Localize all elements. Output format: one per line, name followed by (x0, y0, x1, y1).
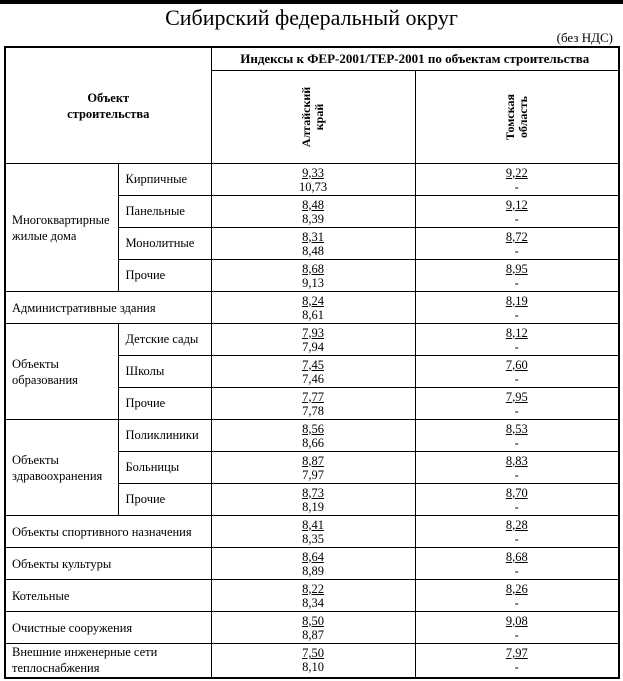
group-label: Объекты культуры (5, 548, 211, 580)
group-label: Внешние инженерные сети теплоснабжения (5, 644, 211, 678)
value-cell-altai: 7,50 8,10 (211, 644, 415, 678)
value-cell-tomsk: 8,12 - (415, 324, 619, 356)
subtype-label: Прочие (118, 388, 211, 420)
object-column-header: Объект строительства (5, 47, 211, 164)
table-row (5, 516, 619, 548)
value-cell-altai: 8,48 8,39 (211, 196, 415, 228)
table-row (5, 644, 619, 678)
table-row (5, 164, 619, 196)
group-label: Административные здания (5, 292, 211, 324)
region-header-tomsk: Томская область (415, 71, 619, 164)
subtype-label: Детские сады (118, 324, 211, 356)
value-cell-tomsk: 9,22 - (415, 164, 619, 196)
value-cell-altai: 8,31 8,48 (211, 228, 415, 260)
value-cell-tomsk: 8,19 - (415, 292, 619, 324)
value-cell-tomsk: 7,60 - (415, 356, 619, 388)
table-row (5, 292, 619, 324)
value-cell-tomsk: 9,08 - (415, 612, 619, 644)
value-cell-altai: 8,41 8,35 (211, 516, 415, 548)
table-row (5, 580, 619, 612)
value-cell-tomsk: 8,70 - (415, 484, 619, 516)
table-row (5, 324, 619, 356)
value-cell-altai: 8,56 8,66 (211, 420, 415, 452)
value-cell-tomsk: 9,12 - (415, 196, 619, 228)
table-row (5, 612, 619, 644)
subtype-label: Панельные (118, 196, 211, 228)
value-cell-altai: 8,24 8,61 (211, 292, 415, 324)
value-cell-tomsk: 8,72 - (415, 228, 619, 260)
subtype-label: Прочие (118, 484, 211, 516)
value-cell-tomsk: 8,68 - (415, 548, 619, 580)
indices-header: Индексы к ФЕР-2001/ТЕР-2001 по объектам строительства (211, 47, 619, 71)
value-cell-altai: 8,64 8,89 (211, 548, 415, 580)
table-row (5, 420, 619, 452)
top-border-bar (0, 0, 623, 4)
region-header-altai: Алтайский край (211, 71, 415, 164)
value-cell-tomsk: 8,53 - (415, 420, 619, 452)
value-cell-altai: 8,22 8,34 (211, 580, 415, 612)
group-label: Объекты образования (5, 324, 118, 420)
value-cell-altai: 8,68 9,13 (211, 260, 415, 292)
value-cell-tomsk: 8,28 - (415, 516, 619, 548)
value-cell-altai: 8,73 8,19 (211, 484, 415, 516)
value-cell-altai: 7,77 7,78 (211, 388, 415, 420)
value-cell-altai: 8,50 8,87 (211, 612, 415, 644)
group-label: Объекты здравоохранения (5, 420, 118, 516)
subtype-label: Школы (118, 356, 211, 388)
value-cell-tomsk: 7,95 - (415, 388, 619, 420)
value-cell-tomsk: 7,97 - (415, 644, 619, 678)
value-cell-altai: 7,93 7,94 (211, 324, 415, 356)
vat-note: (без НДС) (556, 30, 613, 45)
value-cell-altai: 8,87 7,97 (211, 452, 415, 484)
subtype-label: Больницы (118, 452, 211, 484)
group-label: Котельные (5, 580, 211, 612)
group-label: Очистные сооружения (5, 612, 211, 644)
value-cell-tomsk: 8,26 - (415, 580, 619, 612)
group-label: Многоквартирные жилые дома (5, 164, 118, 292)
subtype-label: Поликлиники (118, 420, 211, 452)
indices-table (4, 46, 620, 679)
value-cell-tomsk: 8,83 - (415, 452, 619, 484)
subtype-label: Прочие (118, 260, 211, 292)
value-cell-altai: 9,33 10,73 (211, 164, 415, 196)
group-label: Объекты спортивного назначения (5, 516, 211, 548)
page-title: Сибирский федеральный округ (165, 5, 458, 30)
table-row (5, 548, 619, 580)
value-cell-tomsk: 8,95 - (415, 260, 619, 292)
value-cell-altai: 7,45 7,46 (211, 356, 415, 388)
subtype-label: Кирпичные (118, 164, 211, 196)
subtype-label: Монолитные (118, 228, 211, 260)
